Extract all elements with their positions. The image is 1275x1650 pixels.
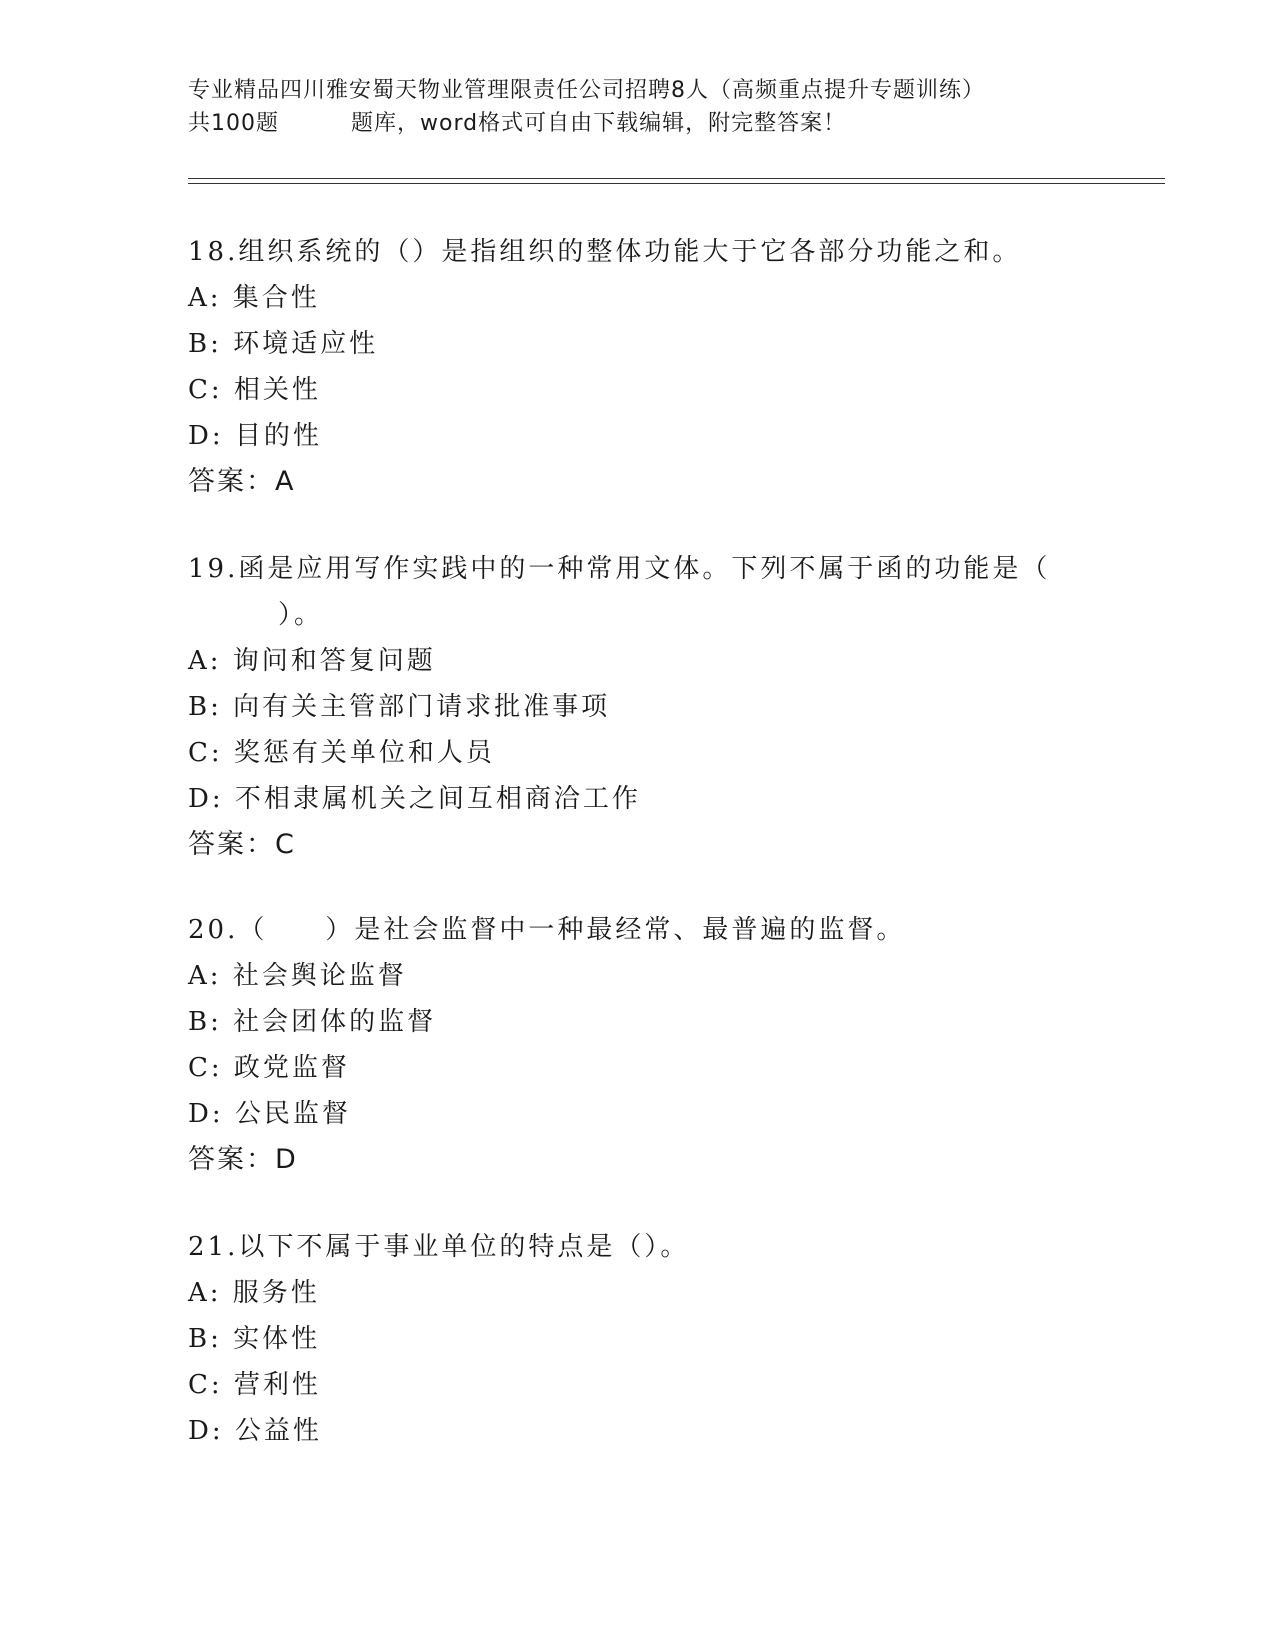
option-d: D: 不相隶属机关之间互相商洽工作 [188, 784, 641, 814]
option-c: C: 政党监督 [188, 1053, 350, 1083]
question-stem: 20.（ ）是社会监督中一种最经常、最普遍的监督。 [188, 915, 906, 945]
option-b: B: 环境适应性 [188, 329, 379, 359]
option-a: A: 社会舆论监督 [188, 961, 407, 991]
option-c: C: 相关性 [188, 375, 321, 405]
answer: 答案：C [188, 829, 296, 860]
option-a: A: 集合性 [188, 283, 320, 313]
option-d: D: 目的性 [188, 421, 322, 451]
answer: 答案：A [188, 466, 296, 497]
question-21 [188, 1224, 1088, 1454]
option-a: A: 询问和答复问题 [188, 646, 436, 676]
header-description: 题库，word格式可自由下载编辑，附完整答案！ [351, 111, 847, 136]
question-20 [188, 907, 1088, 1183]
option-c: C: 营利性 [188, 1370, 321, 1400]
document-header [188, 74, 985, 140]
header-divider-top [188, 178, 1165, 179]
option-a: A: 服务性 [188, 1278, 320, 1308]
answer: 答案：D [188, 1144, 298, 1175]
option-b: B: 实体性 [188, 1324, 321, 1354]
question-stem: 21.以下不属于事业单位的特点是（）。 [188, 1232, 690, 1262]
option-b: B: 向有关主管部门请求批准事项 [188, 692, 611, 722]
question-19 [188, 546, 1088, 868]
option-d: D: 公益性 [188, 1416, 322, 1446]
question-stem-continuation: ）。 [278, 600, 324, 630]
header-count: 共100题 [188, 111, 279, 136]
option-b: B: 社会团体的监督 [188, 1007, 437, 1037]
option-c: C: 奖惩有关单位和人员 [188, 738, 495, 768]
question-18 [188, 229, 1088, 505]
question-stem: 18.组织系统的（）是指组织的整体功能大于它各部分功能之和。 [188, 237, 1022, 267]
header-title: 专业精品四川雅安蜀天物业管理限责任公司招聘8人（高频重点提升专题训练） [188, 78, 985, 103]
question-stem: 19.函是应用写作实践中的一种常用文体。下列不属于函的功能是（ [188, 554, 1051, 584]
header-divider-bottom [188, 183, 1165, 184]
header-subtitle [188, 107, 985, 140]
option-d: D: 公民监督 [188, 1099, 351, 1129]
